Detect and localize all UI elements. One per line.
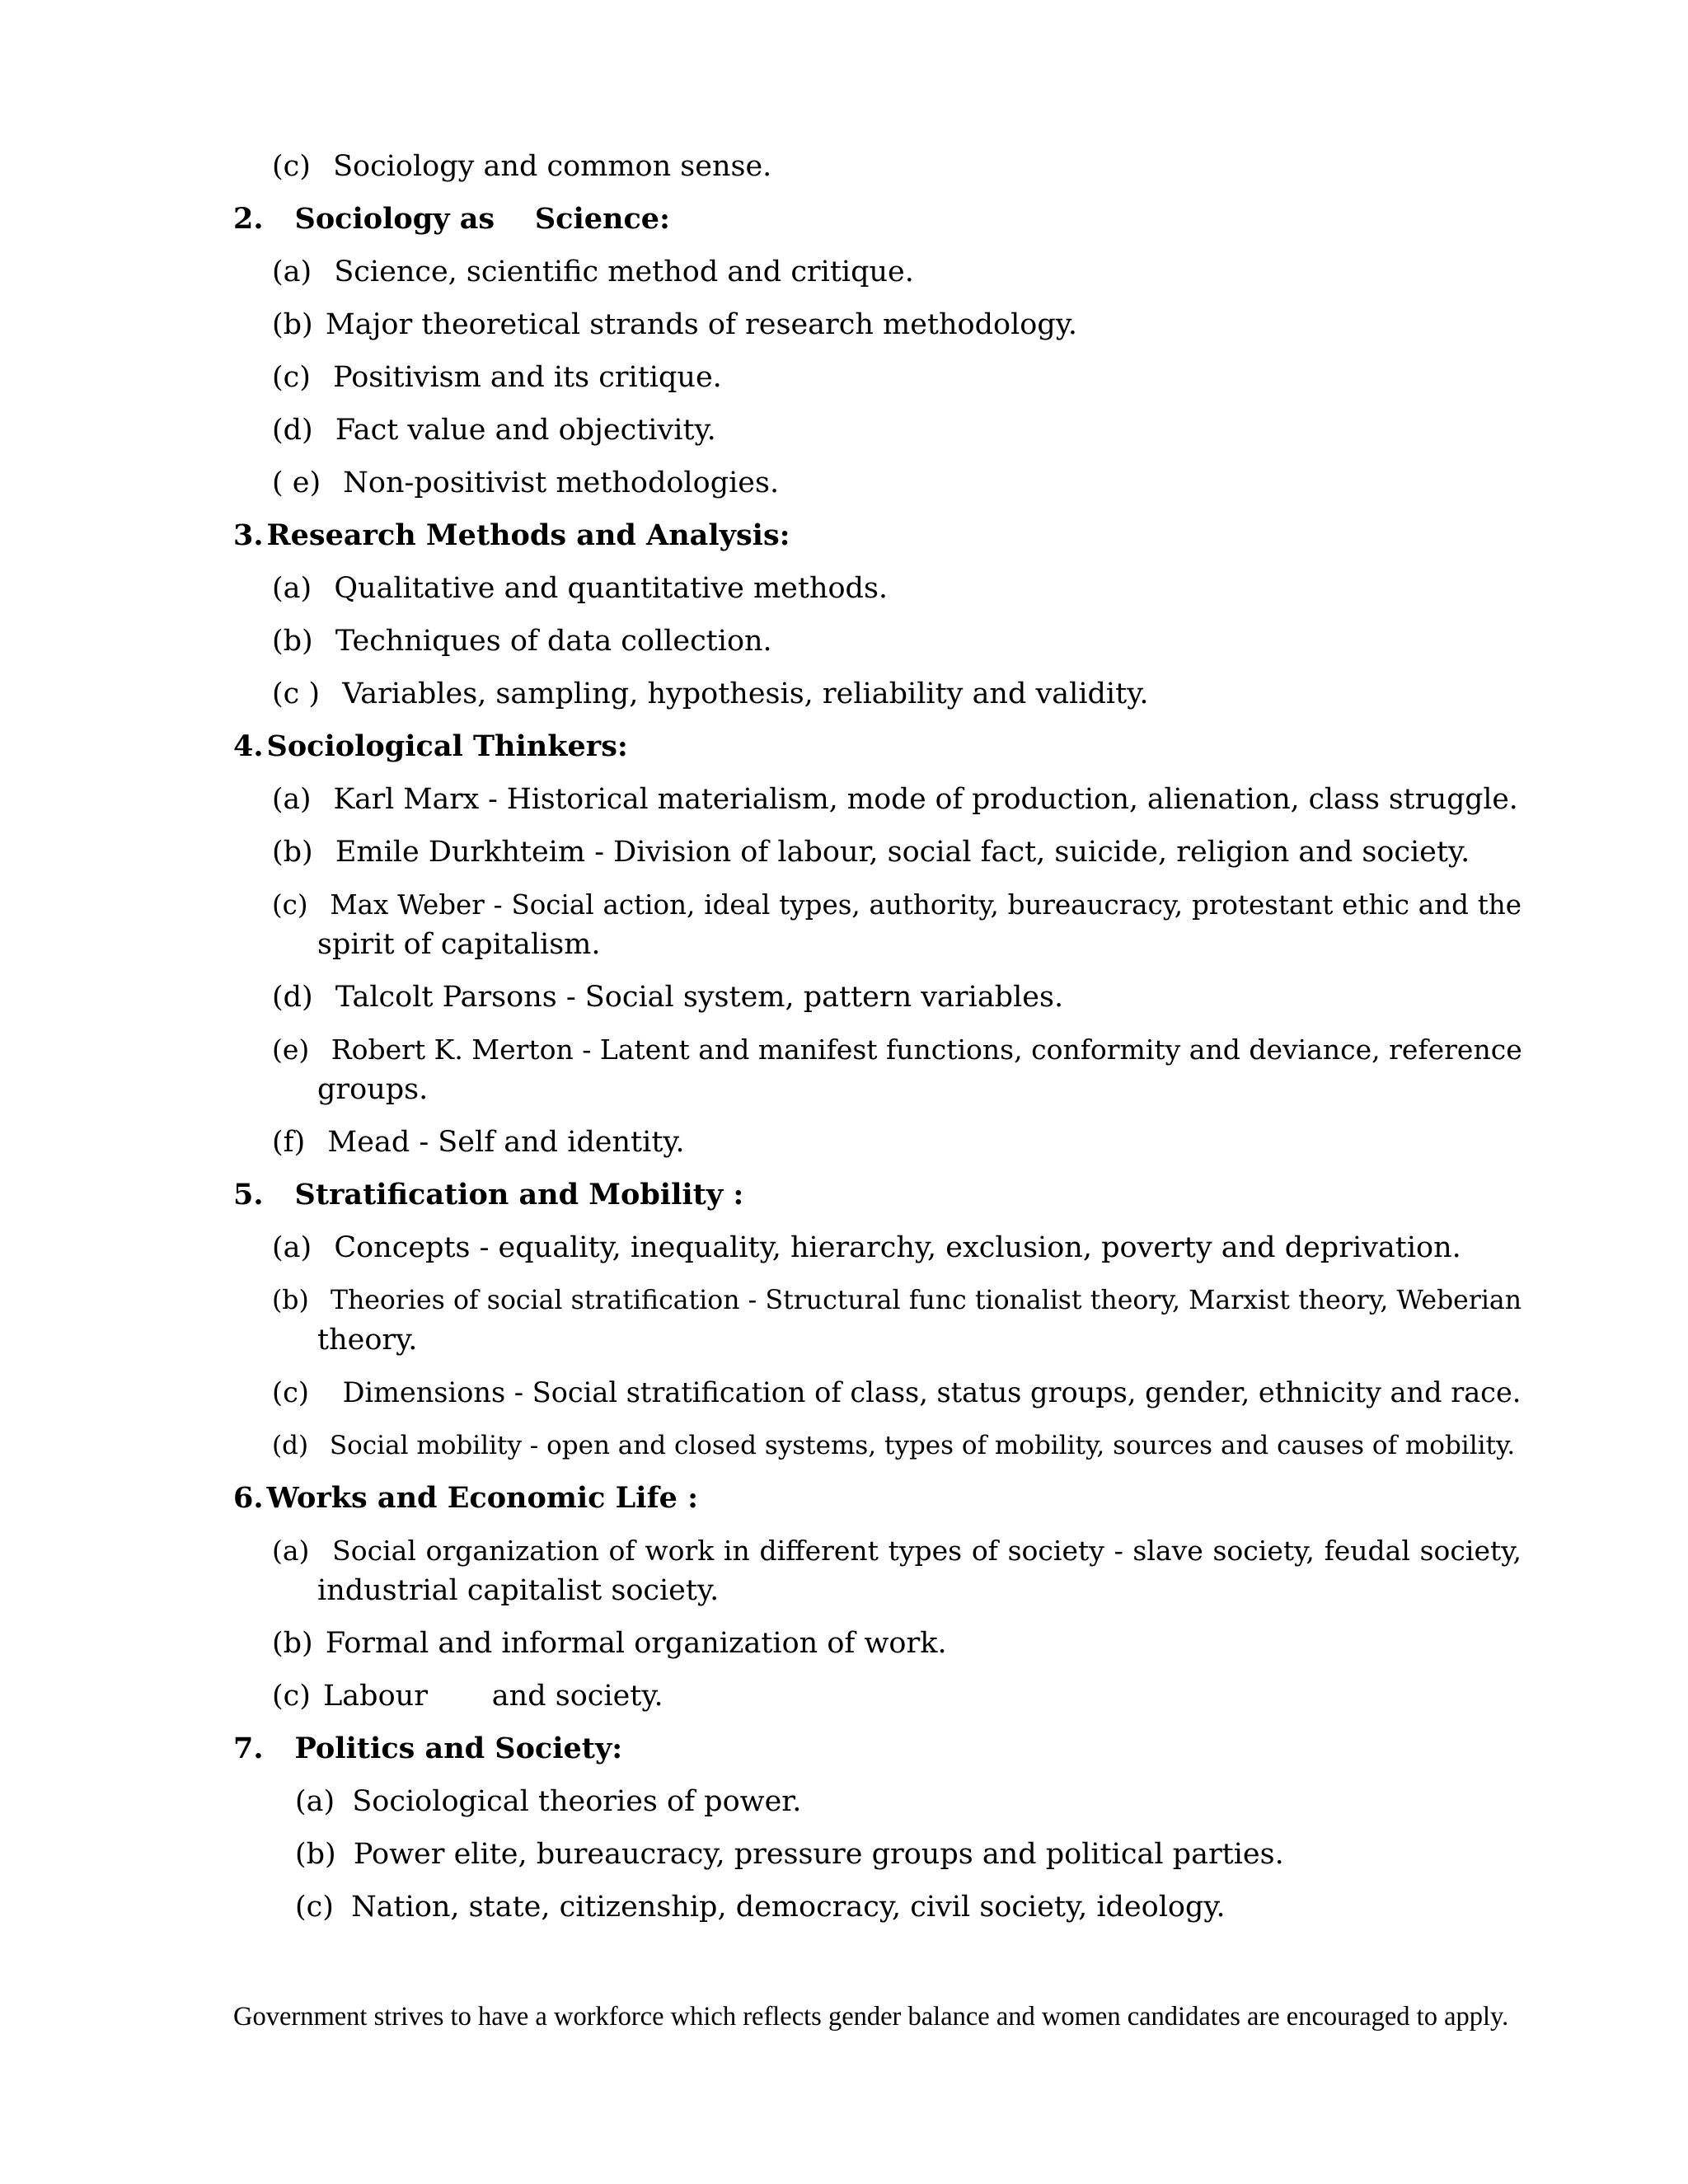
list-item-continuation: groups. [317, 1073, 429, 1106]
list-item-text: Talcolt Parsons - Social system, pattern variables. [335, 981, 1064, 1014]
section-title: Sociology as Science: [294, 202, 670, 236]
list-item-text: Social organization of work in different types of society - slave society, feudal society, [332, 1535, 1522, 1567]
list-item-label: (b) [272, 1286, 309, 1315]
section-title: Politics and Society: [294, 1732, 623, 1765]
list-item-label: (c ) [272, 677, 321, 710]
list-item-text: Science, scientific method and critique. [334, 255, 914, 288]
section-heading [233, 1729, 1688, 1769]
list-item-label: (b) [272, 836, 313, 869]
list-item-continuation: spirit of capitalism. [317, 928, 601, 961]
section-heading [233, 1175, 1688, 1215]
list-item-text: Karl Marx - Historical materialism, mode of production, alienation, class struggle. [333, 783, 1518, 816]
list-item [272, 147, 1522, 186]
list-item-label: (a) [272, 572, 312, 605]
section-number: 4. [233, 729, 264, 763]
list-item-text: Social mobility - open and closed systems, types of mobility, sources and causes of mobility. [329, 1431, 1516, 1460]
list-item [272, 1030, 1522, 1070]
list-item-label: (c) [272, 1376, 309, 1408]
list-item-text: Mead - Self and identity. [327, 1126, 685, 1159]
list-item-text: Theories of social stratification - Structural func tionalist theory, Marxist theory, Weberian [330, 1286, 1522, 1315]
list-item-label: (b) [272, 625, 313, 658]
list-item-text: Max Weber - Social action, ideal types, authority, bureaucracy, protestant ethic and the [330, 889, 1522, 921]
list-item [272, 1531, 1522, 1571]
footer-note: Government strives to have a workforce which reflects gender balance and women candidates are encouraged to apply. [233, 2002, 1509, 2032]
list-item-label: (c) [272, 361, 311, 394]
section-title: Sociological Thinkers: [266, 729, 628, 763]
list-item-text: Positivism and its critique. [333, 361, 722, 394]
section-number: 7. [233, 1732, 264, 1765]
list-item-label: (f) [272, 1126, 306, 1159]
list-item-label: (a) [272, 783, 312, 816]
list-item-label: (d) [272, 414, 313, 447]
list-item [272, 1426, 1522, 1465]
section-heading [233, 199, 1688, 239]
list-item-text: Variables, sampling, hypothesis, reliability and validity. [342, 677, 1149, 710]
list-item-label: (a) [295, 1785, 335, 1818]
list-item-label: (b) [295, 1838, 336, 1871]
list-item-text: Sociological theories of power. [352, 1785, 802, 1818]
list-item [272, 832, 1522, 872]
list-item-label: (c) [272, 889, 308, 921]
list-item-text: Major theoretical strands of research methodology. [325, 308, 1077, 341]
list-item-label: (c) [272, 150, 311, 183]
list-item [272, 1122, 1522, 1162]
list-item-label: (a) [272, 1231, 312, 1264]
list-item-text: Labour and society. [323, 1680, 663, 1713]
list-item-text: Power elite, bureaucracy, pressure groups and political parties. [353, 1838, 1284, 1871]
list-item-text: Fact value and objectivity. [335, 414, 716, 447]
list-item [272, 569, 1522, 608]
list-item [272, 674, 1522, 714]
list-item-label: (d) [272, 981, 313, 1014]
list-item [272, 977, 1522, 1017]
list-item [272, 358, 1522, 397]
section-title: Research Methods and Analysis: [266, 518, 790, 552]
list-item [272, 621, 1522, 661]
list-item [295, 1887, 1522, 1927]
list-item-label: (e) [272, 1033, 310, 1066]
list-item [295, 1782, 1522, 1821]
list-item [272, 252, 1522, 292]
list-item-label: (c) [272, 1680, 311, 1713]
section-number: 6. [233, 1481, 264, 1515]
list-item-continuation: industrial capitalist society. [317, 1574, 720, 1607]
section-number: 2. [233, 202, 264, 236]
list-item-continuation: theory. [317, 1324, 418, 1357]
list-item-label: (d) [272, 1431, 309, 1460]
list-item [272, 305, 1522, 344]
list-item [272, 1676, 1522, 1716]
list-item-text: Nation, state, citizenship, democracy, civil society, ideology. [351, 1891, 1226, 1924]
list-item [272, 1228, 1522, 1268]
list-item [272, 1373, 1522, 1413]
list-item-label: (a) [272, 255, 312, 288]
list-item [272, 463, 1522, 503]
list-item-label: (c) [295, 1891, 334, 1924]
list-item-label: (b) [272, 1627, 313, 1660]
section-number: 3. [233, 518, 264, 552]
section-title: Stratification and Mobility : [294, 1178, 744, 1212]
list-item-text: Formal and informal organization of work. [325, 1627, 947, 1660]
list-item-label: (b) [272, 308, 313, 341]
list-item [295, 1835, 1522, 1874]
section-heading [233, 727, 1688, 766]
section-heading [233, 516, 1688, 555]
list-item-text: Dimensions - Social stratification of class, status groups, gender, ethnicity and race. [342, 1376, 1522, 1408]
list-item [272, 1624, 1522, 1663]
section-number: 5. [233, 1178, 264, 1212]
list-item [272, 410, 1522, 450]
list-item [272, 1281, 1522, 1320]
list-item-text: Sociology and common sense. [333, 150, 772, 183]
list-item-text: Emile Durkhteim - Division of labour, social fact, suicide, religion and society. [335, 836, 1470, 869]
section-title: Works and Economic Life : [266, 1481, 698, 1515]
list-item-text: Robert K. Merton - Latent and manifest functions, conformity and deviance, reference [331, 1033, 1522, 1066]
list-item-text: Concepts - equality, inequality, hierarchy, exclusion, poverty and deprivation. [334, 1231, 1461, 1264]
list-item [272, 885, 1522, 925]
list-item-text: Techniques of data collection. [335, 625, 772, 658]
list-item-text: Qualitative and quantitative methods. [334, 572, 889, 605]
section-heading [233, 1479, 1688, 1518]
list-item-label: (a) [272, 1535, 310, 1567]
list-item-label: ( e) [272, 466, 321, 499]
list-item-text: Non-positivist methodologies. [343, 466, 780, 499]
list-item [272, 780, 1522, 819]
